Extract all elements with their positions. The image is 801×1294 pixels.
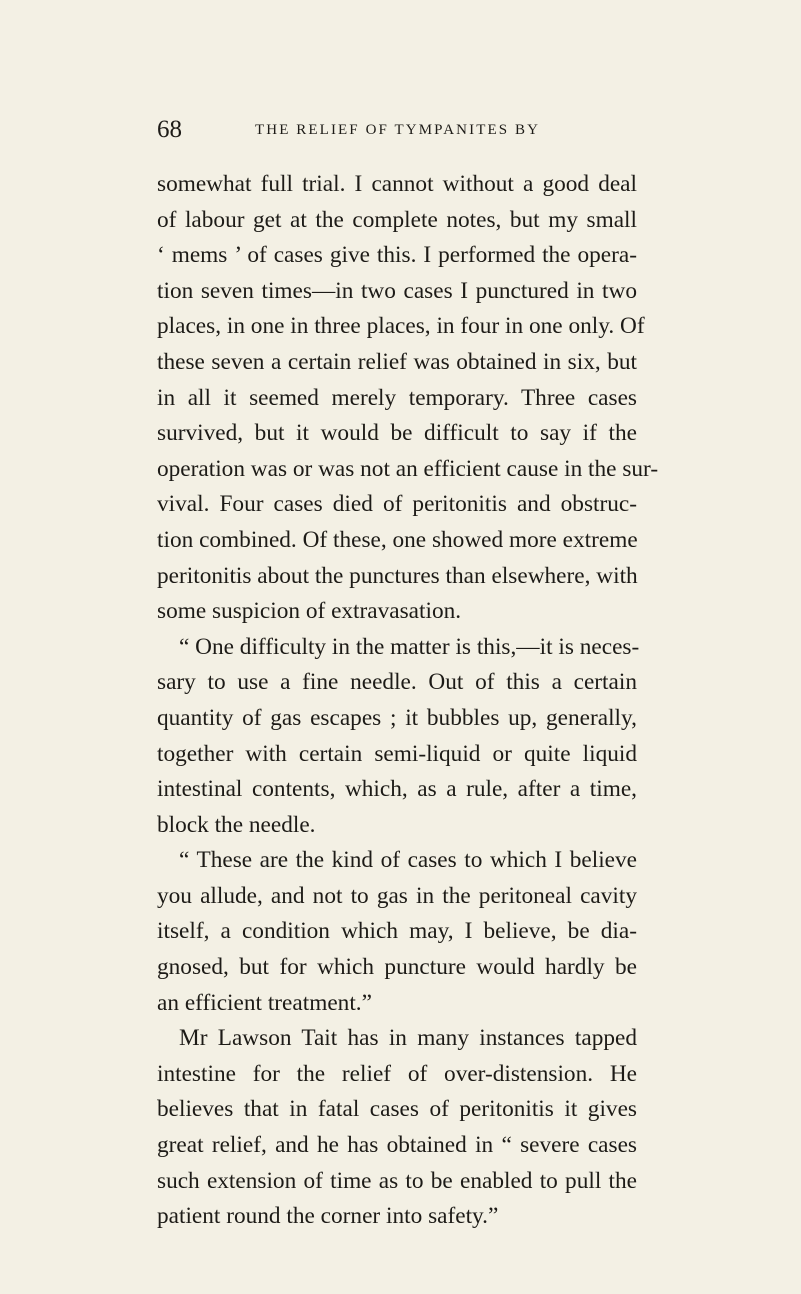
text-line: sary to use a fine needle. Out of this a certain [157,669,637,696]
text-line: of labour get at the complete notes, but my small [157,206,637,233]
text-line: Mr Lawson Tait has in many instances tapped [179,1025,637,1052]
text-line: an efficient treatment.” [157,989,372,1016]
text-line: block the needle. [157,811,316,838]
page-number: 68 [157,116,182,143]
text-line: believes that in fatal cases of peritonitis it gives [157,1096,637,1123]
text-line: intestine for the relief of over-distension. He [157,1060,637,1087]
text-line: ‘ mems ’ of cases give this. I performed the opera- [157,242,637,269]
text-line: vival. Four cases died of peritonitis and obstruc- [157,491,637,518]
text-line: “ These are the kind of cases to which I believe [179,847,637,874]
text-line: quantity of gas escapes ; it bubbles up, generally, [157,704,637,731]
text-line: these seven a certain relief was obtained in six, but [157,348,637,375]
running-head: THE RELIEF OF TYMPANITES BY [255,122,541,138]
text-line: tion combined. Of these, one showed more extreme [157,526,638,553]
text-line: some suspicion of extravasation. [157,598,462,625]
text-line: gnosed, but for which puncture would hardly be [157,954,637,981]
text-line: together with certain semi-liquid or quite liquid [157,740,637,767]
page-header [157,114,637,146]
text-line: itself, a condition which may, I believe, be dia- [157,918,637,945]
body-text [157,167,659,1235]
text-line: tion seven times—in two cases I punctured in two [157,277,637,304]
text-line: survived, but it would be difficult to say if the [157,420,637,447]
text-line: peritonitis about the punctures than elsewhere, with [157,562,638,589]
text-line: somewhat full trial. I cannot without a good deal [157,171,637,197]
text-line: places, in one in three places, in four in one only. Of [157,313,645,340]
text-line: you allude, and not to gas in the peritoneal cavity [157,882,637,909]
text-line: patient round the corner into safety.” [157,1203,499,1230]
text-line: “ One difficulty in the matter is this,—it is neces- [179,633,640,660]
text-line: intestinal contents, which, as a rule, after a time, [157,776,637,803]
text-line: in all it seemed merely temporary. Three cases [157,384,637,411]
text-line: such extension of time as to be enabled to pull the [157,1167,637,1194]
text-line: great relief, and he has obtained in “ severe cases [157,1132,637,1159]
text-line: operation was or was not an efficient cause in the sur- [157,455,659,482]
